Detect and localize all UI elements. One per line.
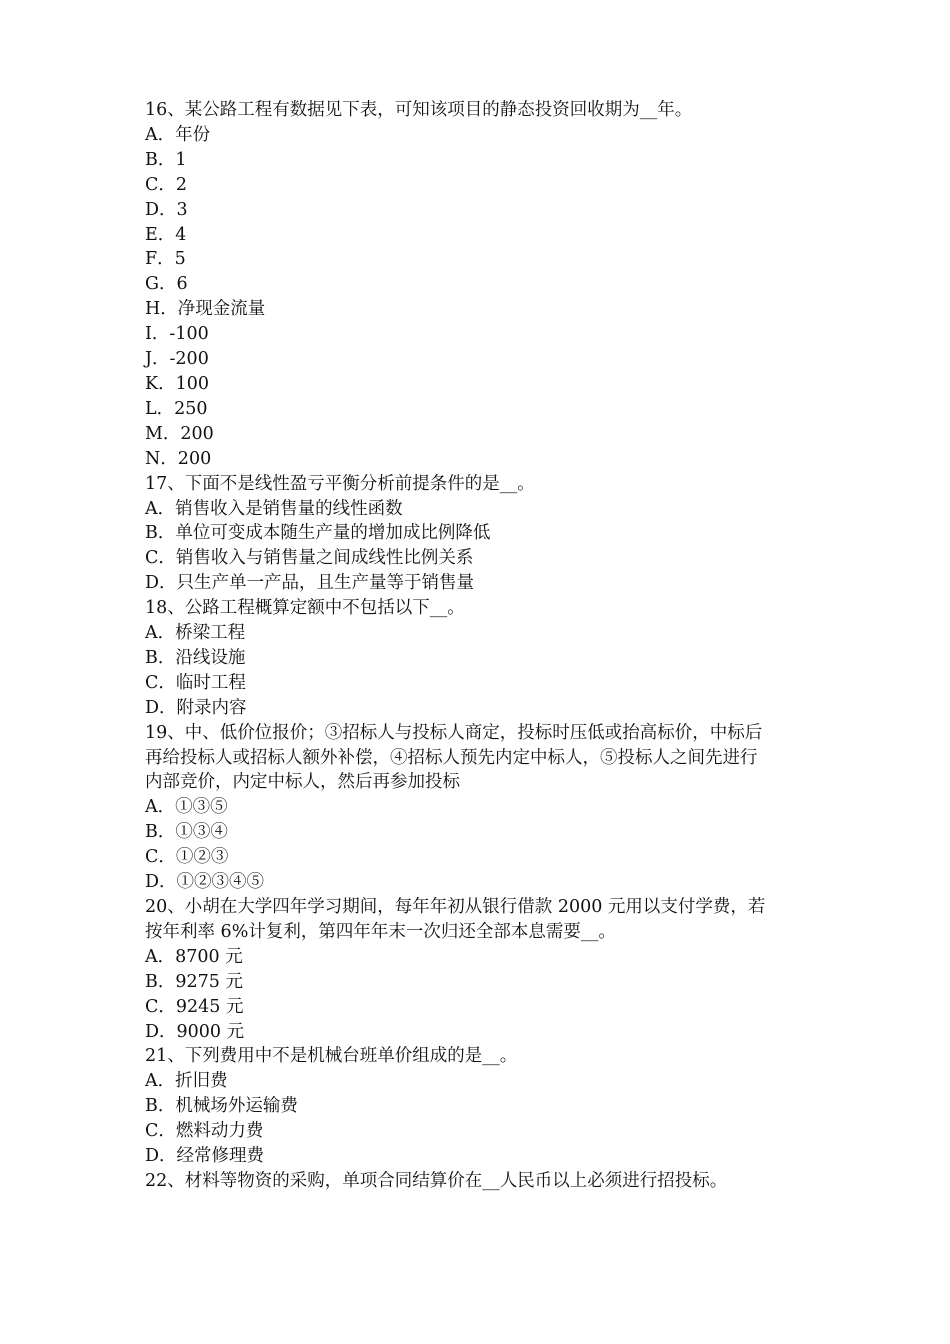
option-h: H．净现金流量 — [145, 299, 266, 320]
option-c: C．销售收入与销售量之间成线性比例关系 — [145, 548, 474, 569]
option-c: C．燃料动力费 — [145, 1121, 264, 1142]
option-e: E．4 — [145, 224, 187, 245]
option-f: F．5 — [145, 249, 186, 270]
option-d: D．9000 元 — [145, 1021, 245, 1042]
option-b: B．沿线设施 — [145, 647, 246, 668]
option-a: A．桥梁工程 — [145, 623, 246, 644]
option-c: C．9245 元 — [145, 996, 244, 1017]
option-j: J．-200 — [145, 349, 209, 370]
question-16-text: 16、某公路工程有数据见下表，可知该项目的静态投资回收期为__年。 — [145, 100, 693, 120]
question-17-text: 17、下面不是线性盈亏平衡分析前提条件的是__。 — [145, 473, 535, 494]
option-a: A．①③⑤ — [145, 797, 228, 818]
option-i: I．-100 — [145, 324, 209, 345]
option-g: G．6 — [145, 274, 188, 295]
option-a: A．销售收入是销售量的线性函数 — [145, 498, 403, 519]
document-page — [145, 98, 815, 1194]
option-b: B．单位可变成本随生产量的增加成比例降低 — [145, 523, 491, 544]
option-d: D．3 — [145, 199, 188, 220]
question-20-text-line-2: 按年利率 6%计复利，第四年年末一次归还全部本息需要__。 — [145, 921, 616, 942]
option-k: K．100 — [145, 373, 209, 394]
option-a: A．折旧费 — [145, 1071, 228, 1092]
option-d: D．只生产单一产品，且生产量等于销售量 — [145, 573, 475, 594]
option-b: B．1 — [145, 149, 187, 170]
option-n: N．200 — [145, 448, 212, 469]
option-l: L．250 — [145, 398, 208, 419]
question-19-text-line-1: 19、中、低价位报价；③招标人与投标人商定，投标时压低或抬高标价，中标后 — [145, 722, 763, 743]
question-19-text-line-3: 内部竞价，内定中标人，然后再参加投标 — [145, 772, 460, 793]
option-c: C．①②③ — [145, 847, 229, 868]
option-b: B．9275 元 — [145, 971, 243, 992]
option-c: C．2 — [145, 174, 188, 195]
option-a: A．年份 — [145, 124, 211, 145]
option-m: M．200 — [145, 423, 214, 444]
option-a: A．8700 元 — [145, 946, 243, 967]
question-18-text: 18、公路工程概算定额中不包括以下__。 — [145, 598, 465, 619]
question-20-text-line-1: 20、小胡在大学四年学习期间，每年年初从银行借款 2000 元用以支付学费，若 — [145, 897, 766, 917]
option-c: C．临时工程 — [145, 672, 246, 693]
option-d: D．①②③④⑤ — [145, 872, 265, 893]
question-22-text: 22、材料等物资的采购，单项合同结算价在__人民币以上必须进行招投标。 — [145, 1170, 728, 1191]
question-19-text-line-2: 再给投标人或招标人额外补偿，④招标人预先内定中标人，⑤投标人之间先进行 — [145, 747, 758, 768]
option-d: D．附录内容 — [145, 697, 247, 718]
option-b: B．①③④ — [145, 822, 228, 843]
option-d: D．经常修理费 — [145, 1146, 265, 1167]
question-21-text: 21、下列费用中不是机械台班单价组成的是__。 — [145, 1046, 518, 1067]
option-b: B．机械场外运输费 — [145, 1096, 298, 1117]
